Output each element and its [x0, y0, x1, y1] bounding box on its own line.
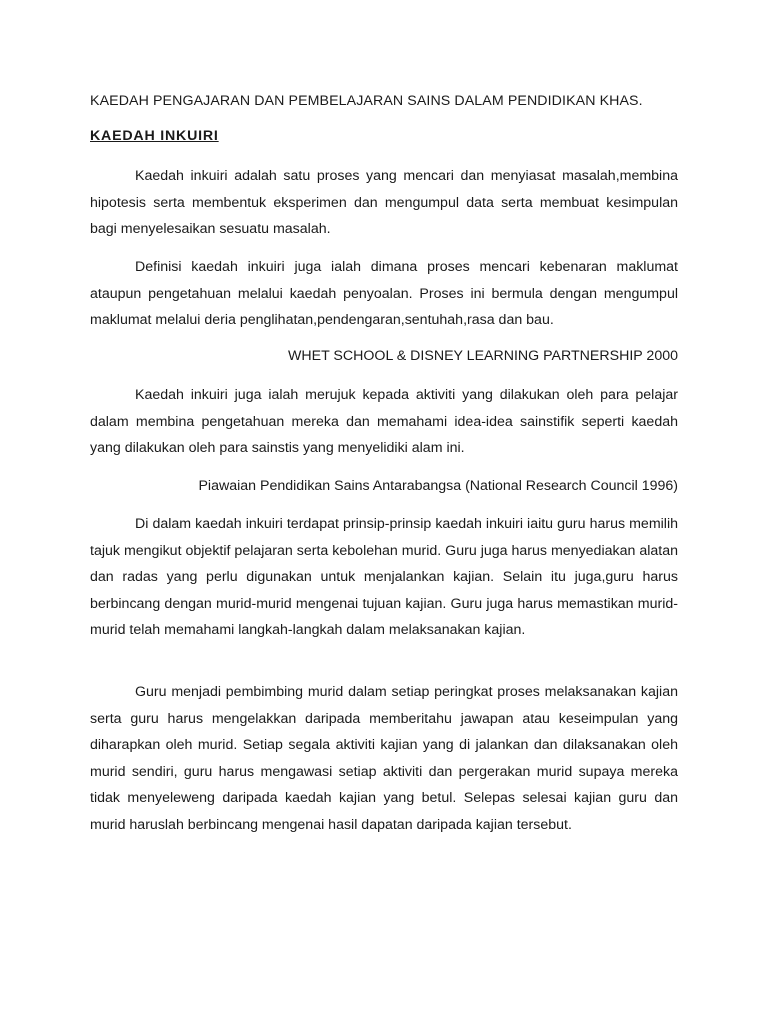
paragraph-4: Di dalam kaedah inkuiri terdapat prinsip-prinsip kaedah inkuiri iaitu guru harus memilih tajuk mengikut objektif pelajaran serta kebolehan murid. Guru juga harus menyediakan alatan dan radas yang perlu digunakan untuk menjalankan kajian. Selain itu juga,guru harus berbincang dengan murid-murid mengenai tujuan kajian. Guru juga harus memastikan murid-murid telah memahami langkah-langkah dalam melaksanakan kajian. — [90, 516, 678, 638]
citation-1: WHET SCHOOL & DISNEY LEARNING PARTNERSHIP 2000 — [287, 348, 678, 364]
paragraph-3: Kaedah inkuiri juga ialah merujuk kepada aktiviti yang dilakukan oleh para pelajar dalam membina pengetahuan mereka dan memahami idea-idea sainstifik seperti kaedah yang dilakukan oleh para sainstis yang menyelidiki alam ini. — [90, 387, 678, 456]
document-title: KAEDAH PENGAJARAN DAN PEMBELAJARAN SAINS DALAM PENDIDIKAN KHAS. — [90, 93, 643, 109]
citation-2: Piawaian Pendidikan Sains Antarabangsa (National Research Council 1996) — [198, 478, 678, 494]
paragraph-1: Kaedah inkuiri adalah satu proses yang mencari dan menyiasat masalah,membina hipotesis serta membentuk eksperimen dan mengumpul data serta membuat kesimpulan bagi menyelesaikan sesuatu masalah. — [90, 168, 678, 237]
paragraph-2: Definisi kaedah inkuiri juga ialah dimana proses mencari kebenaran maklumat ataupun pengetahuan melalui kaedah penyoalan. Proses ini bermula dengan mengumpul maklumat melalui deria penglihatan,pendengaran,sentuhah,rasa dan bau. — [90, 259, 678, 328]
paragraph-5: Guru menjadi pembimbing murid dalam setiap peringkat proses melaksanakan kajian serta guru harus mengelakkan daripada memberitahu jawapan atau keseimpulan yang diharapkan oleh murid. Setiap segala aktiviti kajian yang di jalankan dan dilaksanakan oleh murid sendiri, guru harus mengawasi setiap aktiviti dan pergerakan murid supaya mereka tidak menyeleweng daripada kaedah kajian yang betul. Selepas selesai kajian guru dan murid haruslah berbincang mengenai hasil dapatan daripada kajian tersebut. — [90, 684, 678, 833]
section-heading: KAEDAH INKUIRI — [90, 128, 219, 144]
